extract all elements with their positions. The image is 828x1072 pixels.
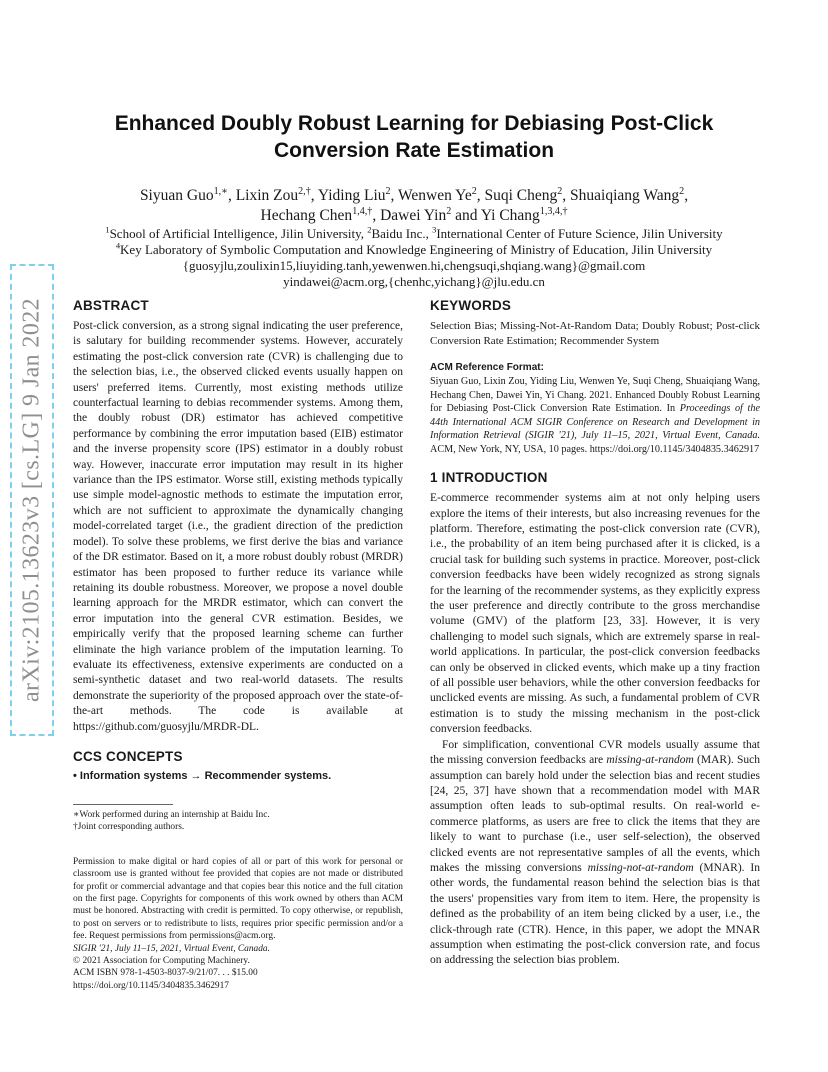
author-affiliation-mark: 2 (446, 205, 452, 217)
affiliation-line-2: $^4$Key Laboratory of Symbolic Computation and Knowledge Engineering of Ministry of Education, Jilin University (115, 240, 713, 257)
author-name: Dawei Yin (380, 207, 447, 224)
author-name: Yiding Liu (317, 187, 386, 204)
acm-ref-text (430, 375, 760, 456)
abstract-heading: ABSTRACT (73, 298, 149, 313)
email-line-2: yindawei@acm.org,{chenhc,yichang}@jlu.edu.cn (283, 274, 545, 289)
author-name: Yi Chang (480, 207, 540, 224)
author-list (90, 186, 738, 226)
intro-paragraph-2 (430, 738, 760, 969)
intro-p2-c: (MNAR). In other words, the fundamental reason behind the selection bias is that the users' propensities vary from item to item. Here, the propensity is defined as the probability of an item being clicked by a user, i.e., the click-through rate (CTR). Hence, in this paper, we adopt the MNAR assumption when estimating the post-click conversion rate, and focus on addressing the selection bias problem. (430, 861, 760, 967)
left-column (73, 298, 403, 992)
author-name: Shuaiqiang Wang (570, 187, 680, 204)
paper-title: Enhanced Doubly Robust Learning for Debiasing Post-Click Conversion Rate Estimation (114, 112, 714, 162)
footnote-rule (73, 804, 173, 805)
arxiv-stamp (10, 264, 54, 736)
abstract-text: Post-click conversion, as a strong signal indicating the user preference, is salutary for building recommender systems. However, accurately estimating the post-click conversion rate (CVR) is challenging due to the selection bias, i.e., the observed clicked events usually happen on users' preferred items. Currently, most existing methods utilize counterfactual learning to debias recommender systems. Among them, the doubly robust (DR) estimator has achieved competitive performance by combining the error imputation based (EIB) estimator and the inverse propensity score (IPS) estimator in a doubly robust way. However, inaccurate error imputation may result in its higher variance than the IPS estimator. Worse still, existing methods typically use simple model-agnostic methods to estimate the imputation error, which are not sufficient to approximate the dynamically changing model-correlated target (i.e., the gradient direction of the prediction model). To solve these problems, we first derive the bias and variance of the DR estimator. Based on it, a more robust doubly robust (MRDR) estimator has been proposed to further reduce its variance while retaining its double robustness. Moreover, we propose a novel double learning approach for the MRDR estimator, which can convert the error imputation into the general CVR estimation. Besides, we empirically verify that the proposed learning scheme can further eliminate the high variance problem of the imputation learning. To evaluate its effectiveness, extensive experiments are conducted on a semi-synthetic dataset and two real-world datasets. The results demonstrate the superiority of the proposed approach over the state-of-the-art methods. The code is available at https://github.com/guosyjlu/MRDR-DL. (73, 320, 403, 733)
author-affiliation-mark: 2,† (298, 185, 311, 197)
author-name: Hechang Chen (260, 207, 353, 224)
acm-ref-part-a: Siyuan Guo, Lixin Zou, Yiding Liu, Wenwen Ye, Suqi Cheng, Shuaiqiang Wang, Hechang Chen, Dawei Yin, Yi Chang. 2021. Enhanced Doubly Robust Learning for Debiasing Post-Click Conversion Rate Estimation. In (430, 376, 760, 415)
author-name: Siyuan Guo (139, 187, 214, 204)
author-line-2: Hechang Chen$^{1,4,\dagger}$, Dawei Yin$^2$ and Yi Chang$^{1,3,4,\dagger}$ (260, 205, 568, 224)
author-affiliation-mark: 2 (385, 185, 391, 197)
email-line-1: {guosyjlu,zoulixin15,liuyiding.tanh,yewenwen.hi,chengsuqi,shqiang.wang}@gmail.com (182, 258, 646, 273)
author-line-1: Siyuan Guo$^{1,∗}$, Lixin Zou$^{2,\dagger}$, Yiding Liu$^2$, Wenwen Ye$^2$, Suqi Cheng$^2$, Shuaiqiang Wang$^2$, (139, 185, 689, 204)
venue-line: SIGIR '21, July 11–15, 2021, Virtual Event, Canada. (73, 943, 270, 954)
keywords-text: Selection Bias; Missing-Not-At-Random Data; Doubly Robust; Post-click Conversion Rate Estimation; Recommender System (430, 320, 760, 347)
permission-block (73, 856, 403, 992)
author-affiliation-mark: 1,4,† (352, 205, 373, 217)
permission-text: Permission to make digital or hard copies of all or part of this work for personal or classroom use is granted without fee provided that copies are not made or distributed for profit or commercial advantage and that copies bear this notice and the full citation on the first page. Copyrights for components of this work owned by others than ACM must be honored. Abstracting with credit is permitted. To copy otherwise, or republish, to post on servers or to redistribute to lists, requires prior specific permission and/or a fee. Request permissions from permissions@acm.org. (73, 856, 403, 942)
affiliation-line-1: $^1$School of Artificial Intelligence, Jilin University, $^2$Baidu Inc., $^3$International Center of Future Science, Jilin University (105, 224, 723, 241)
intro-p2-mnar: missing-not-at-random (587, 861, 694, 874)
author-affiliation-mark: 2 (557, 185, 563, 197)
intro-p2-a: For simplification, conventional CVR models usually assume that the missing conversion feedbacks are (430, 738, 760, 767)
ccs-item: • Information systems → Recommender systems. (73, 769, 332, 782)
arxiv-id: arXiv:2105.13623v3 [cs.LG] 9 Jan 2022 (18, 297, 45, 703)
intro-p2-mar: missing-at-random (606, 754, 694, 767)
isbn-line: ACM ISBN 978-1-4503-8037-9/21/07. . . $15.00 (73, 968, 258, 979)
author-affiliation-mark: 1,∗ (213, 185, 228, 197)
intro-p2-b: (MAR). Such assumption can barely hold under the selection bias and recent studies [24, 25, 37] have shown that a recommendation model with MAR assumption often leads to sub-optimal results. On real-world e-commerce platforms, as users are free to click the items that they are likely to want to purchase (i.e., user self-selection), the observed clicked events are not representative samples of all the events, which makes the missing conversions (430, 754, 760, 874)
acm-ref-part-b: ACM, New York, NY, USA, 10 pages. https://doi.org/10.1145/3404835.3462917 (430, 443, 760, 455)
keywords-heading: KEYWORDS (430, 298, 512, 313)
author-affiliation-mark: 2 (679, 185, 685, 197)
footnotes (73, 804, 403, 834)
acm-ref-proceedings: Proceedings of the 44th International ACM SIGIR Conference on Research and Development in Information Retrieval (SIGIR '21), July 11–15, 2021, Virtual Event, Canada. (430, 403, 760, 442)
acm-ref-heading: ACM Reference Format: (430, 362, 544, 374)
author-name: Lixin Zou (235, 187, 299, 204)
author-affiliation-mark: 1,3,4,† (539, 205, 568, 217)
footnote-1: ∗Work performed during an internship at Baidu Inc. (73, 809, 270, 820)
intro-paragraph-1: E-commerce recommender systems aim at not only helping users explore the items of their interests, but also increasing revenues for the platform. Therefore, estimating the post-click conversion rate (CVR), i.e., the probability of an item being purchased after it is clicked, is a crucial task for building such systems in practice. Moreover, post-click conversion feedbacks have been widely recognized as strong signals for the learning of the recommender systems, as they explicitly express the user preference and directly contribute to the gross merchandise volume (GMV) of the platform [23, 33]. However, it is very challenging to model such signals, which are extremely sparse in real-world applications. In particular, the post-click conversion feedbacks can only be observed in clicked events, which make up a tiny fraction of all possible user behaviors, while the other conversion feedbacks for unclicked events are missing. As such, a fundamental problem of CVR estimation is to study the missing mechanism in the post-click conversion feedbacks. (430, 492, 760, 736)
footnote-2: †Joint corresponding authors. (73, 822, 185, 833)
ccs-heading: CCS CONCEPTS (73, 748, 183, 764)
intro-heading: 1 INTRODUCTION (430, 470, 548, 486)
author-affiliation-mark: 2 (471, 185, 477, 197)
author-name: Suqi Cheng (484, 187, 558, 204)
affiliations (74, 226, 754, 290)
copyright-line: © 2021 Association for Computing Machinery. (73, 956, 250, 967)
right-column (430, 298, 760, 969)
author-name: Wenwen Ye (398, 187, 472, 204)
doi-line: https://doi.org/10.1145/3404835.3462917 (73, 980, 229, 991)
